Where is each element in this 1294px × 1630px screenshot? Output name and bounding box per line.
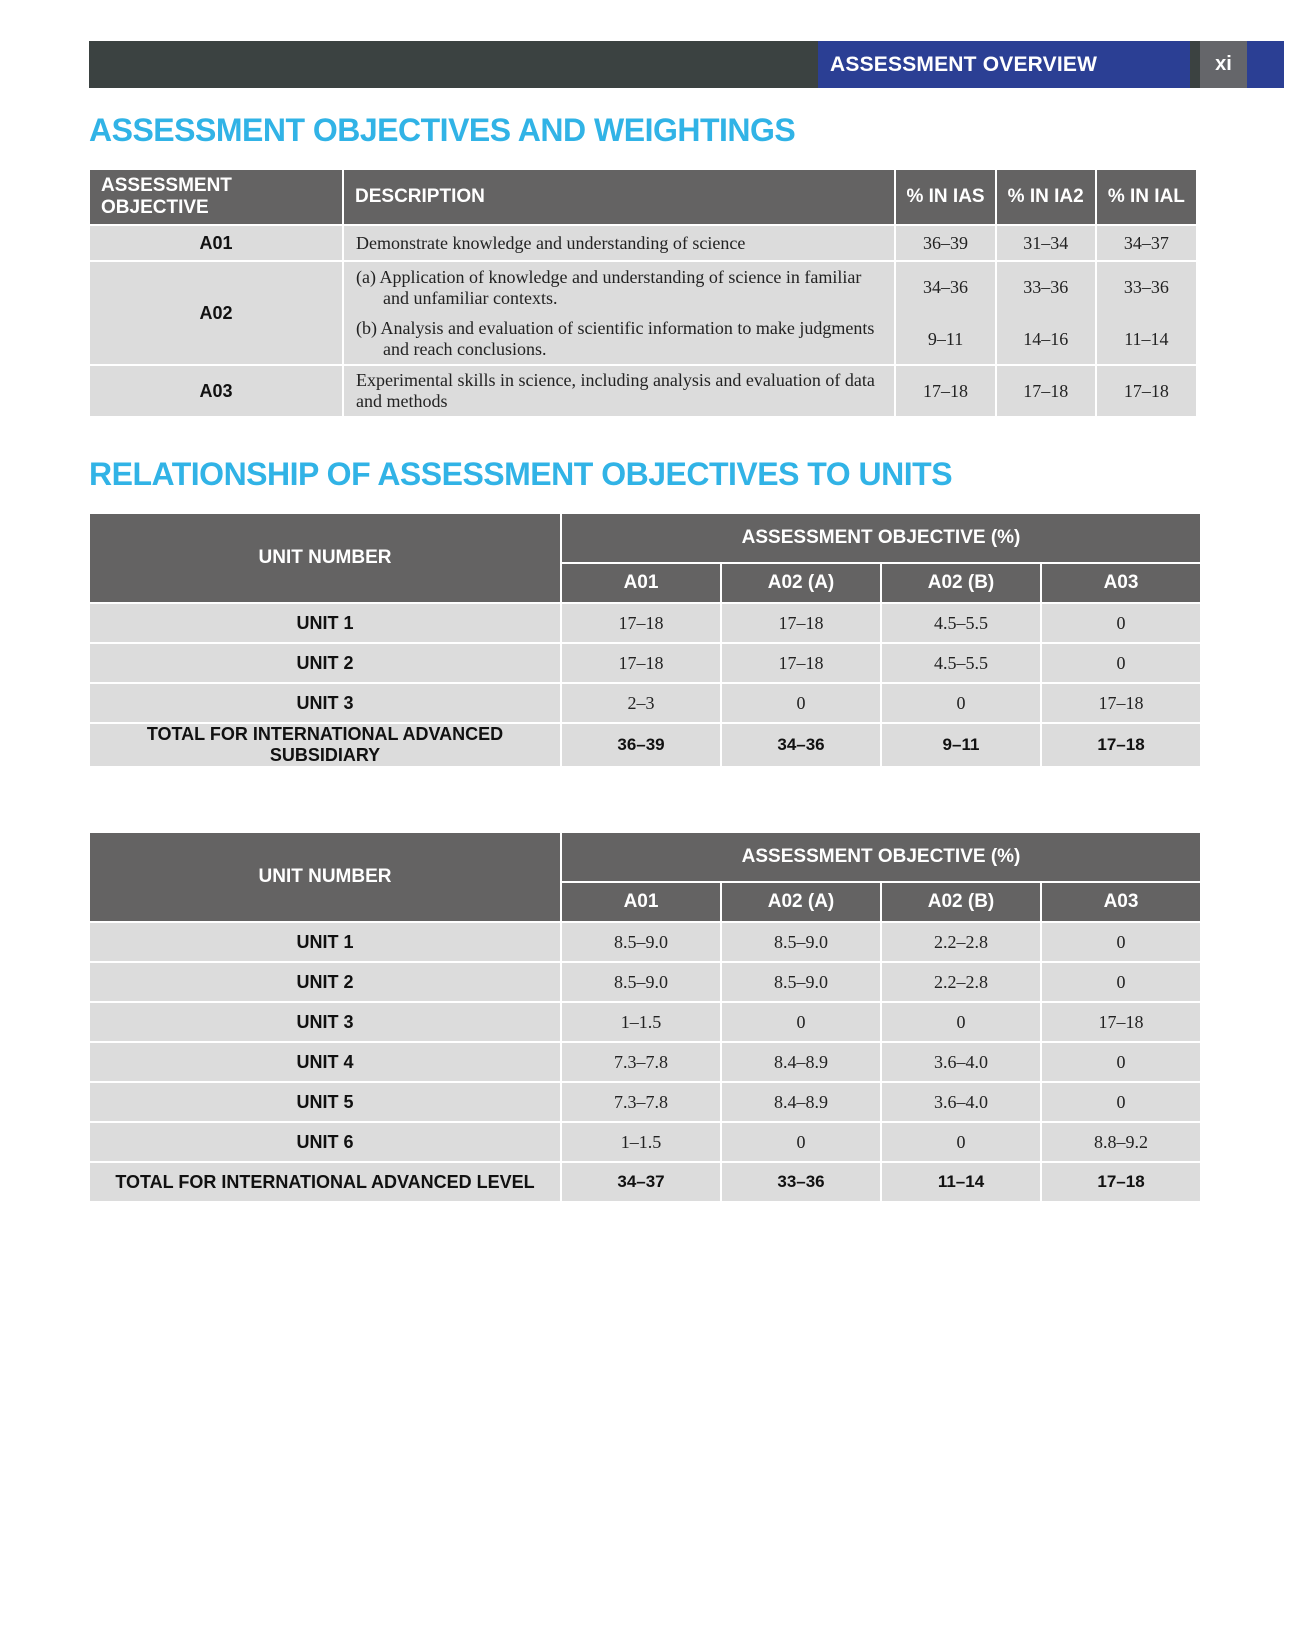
description-part-b: (b) Analysis and evaluation of scientific information to make judgments and reach conclusions.	[356, 317, 875, 359]
total-row	[89, 723, 1201, 767]
value-ia2	[996, 261, 1096, 365]
objective-description: Demonstrate knowledge and understanding of science	[343, 225, 895, 261]
col-header-ias: % IN IAS	[895, 169, 995, 225]
table-row	[89, 1082, 1201, 1122]
value-cell: 0	[1041, 1082, 1201, 1122]
table-row	[89, 643, 1201, 683]
value-b: 11–14	[1124, 328, 1169, 349]
value-cell: 4.5–5.5	[881, 643, 1041, 683]
total-value: 11–14	[881, 1162, 1041, 1202]
unit-number-header: UNIT NUMBER	[89, 832, 561, 922]
value-cell: 0	[721, 683, 881, 723]
value-cell: 3.6–4.0	[881, 1042, 1041, 1082]
value-ia2: 17–18	[996, 365, 1096, 417]
value-cell: 8.5–9.0	[561, 922, 721, 962]
objective-label: A01	[89, 225, 343, 261]
value-cell: 8.8–9.2	[1041, 1122, 1201, 1162]
value-cell: 0	[721, 1002, 881, 1042]
value-cell: 0	[881, 683, 1041, 723]
value-ias: 36–39	[895, 225, 995, 261]
value-cell: 2–3	[561, 683, 721, 723]
section-label: ASSESSMENT OVERVIEW	[818, 41, 1190, 88]
section-title-weightings: ASSESSMENT OBJECTIVES AND WEIGHTINGS	[89, 112, 796, 148]
table-row	[89, 1002, 1201, 1042]
objective-label: A03	[89, 365, 343, 417]
value-cell: 1–1.5	[561, 1002, 721, 1042]
value-cell: 0	[881, 1002, 1041, 1042]
col-header-objective: ASSESSMENT OBJECTIVE	[89, 169, 343, 225]
value-cell: 17–18	[1041, 683, 1201, 723]
table-row	[89, 365, 1197, 417]
table-row	[89, 962, 1201, 1002]
table-header-row	[89, 832, 1201, 882]
table-header-row	[89, 513, 1201, 563]
total-value: 34–37	[561, 1162, 721, 1202]
value-cell: 0	[881, 1122, 1041, 1162]
value-cell: 0	[1041, 643, 1201, 683]
objective-label: A02	[89, 261, 343, 365]
value-ia2: 31–34	[996, 225, 1096, 261]
value-cell: 0	[1041, 962, 1201, 1002]
col-header-a02b: A02 (B)	[881, 563, 1041, 603]
col-header-a01: A01	[561, 563, 721, 603]
table-row	[89, 1042, 1201, 1082]
total-value: 9–11	[881, 723, 1041, 767]
table-header-row	[89, 169, 1197, 225]
value-ial: 34–37	[1096, 225, 1197, 261]
value-cell: 8.5–9.0	[721, 922, 881, 962]
unit-label: UNIT 3	[89, 683, 561, 723]
col-header-ial: % IN IAL	[1096, 169, 1197, 225]
ias-units-table	[88, 512, 1202, 768]
header-accent	[1247, 41, 1284, 88]
unit-label: UNIT 5	[89, 1082, 561, 1122]
value-cell: 8.4–8.9	[721, 1042, 881, 1082]
value-b: 14–16	[1023, 328, 1069, 349]
value-cell: 7.3–7.8	[561, 1082, 721, 1122]
table-row	[89, 261, 1197, 365]
value-cell: 3.6–4.0	[881, 1082, 1041, 1122]
total-value: 17–18	[1041, 1162, 1201, 1202]
objective-description: Experimental skills in science, including analysis and evaluation of data and methods	[343, 365, 895, 417]
ial-units-table	[88, 831, 1202, 1203]
value-ial	[1096, 261, 1197, 365]
table-row	[89, 1122, 1201, 1162]
value-cell: 2.2–2.8	[881, 962, 1041, 1002]
assessment-objective-header: ASSESSMENT OBJECTIVE (%)	[561, 513, 1201, 563]
weightings-table	[88, 168, 1198, 418]
col-header-a02a: A02 (A)	[721, 563, 881, 603]
objective-description	[343, 261, 895, 365]
col-header-description: DESCRIPTION	[343, 169, 895, 225]
value-cell: 2.2–2.8	[881, 922, 1041, 962]
unit-label: UNIT 1	[89, 603, 561, 643]
value-b: 9–11	[927, 328, 964, 349]
total-row	[89, 1162, 1201, 1202]
value-a: 33–36	[1123, 276, 1169, 297]
value-cell: 0	[721, 1122, 881, 1162]
value-cell: 0	[1041, 603, 1201, 643]
value-cell: 4.5–5.5	[881, 603, 1041, 643]
value-a: 33–36	[1023, 276, 1069, 297]
value-cell: 0	[1041, 922, 1201, 962]
assessment-objective-header: ASSESSMENT OBJECTIVE (%)	[561, 832, 1201, 882]
unit-label: UNIT 6	[89, 1122, 561, 1162]
unit-label: UNIT 4	[89, 1042, 561, 1082]
value-ias	[895, 261, 995, 365]
table-row	[89, 922, 1201, 962]
section-title-relationship: RELATIONSHIP OF ASSESSMENT OBJECTIVES TO UNITS	[89, 456, 953, 492]
value-cell: 0	[1041, 1042, 1201, 1082]
value-cell: 17–18	[1041, 1002, 1201, 1042]
unit-label: UNIT 2	[89, 962, 561, 1002]
col-header-a02a: A02 (A)	[721, 882, 881, 922]
col-header-a02b: A02 (B)	[881, 882, 1041, 922]
unit-label: UNIT 1	[89, 922, 561, 962]
page-number: xi	[1200, 41, 1247, 88]
table-row	[89, 683, 1201, 723]
unit-number-header: UNIT NUMBER	[89, 513, 561, 603]
total-value: 34–36	[721, 723, 881, 767]
description-part-a: (a) Application of knowledge and understanding of science in familiar and unfamiliar contexts.	[356, 266, 862, 308]
value-cell: 1–1.5	[561, 1122, 721, 1162]
col-header-a03: A03	[1041, 882, 1201, 922]
total-label: TOTAL FOR INTERNATIONAL ADVANCED LEVEL	[89, 1162, 561, 1202]
table-row	[89, 603, 1201, 643]
col-header-ia2: % IN IA2	[996, 169, 1096, 225]
value-cell: 8.5–9.0	[561, 962, 721, 1002]
header-bar	[89, 41, 1284, 88]
col-header-a01: A01	[561, 882, 721, 922]
value-a: 34–36	[923, 276, 969, 297]
col-header-a03: A03	[1041, 563, 1201, 603]
total-label: TOTAL FOR INTERNATIONAL ADVANCED SUBSIDIARY	[89, 723, 561, 767]
unit-label: UNIT 3	[89, 1002, 561, 1042]
value-cell: 17–18	[561, 643, 721, 683]
total-value: 33–36	[721, 1162, 881, 1202]
value-ial: 17–18	[1096, 365, 1197, 417]
value-cell: 17–18	[721, 603, 881, 643]
unit-label: UNIT 2	[89, 643, 561, 683]
value-ias: 17–18	[895, 365, 995, 417]
value-cell: 7.3–7.8	[561, 1042, 721, 1082]
value-cell: 17–18	[561, 603, 721, 643]
value-cell: 8.5–9.0	[721, 962, 881, 1002]
total-value: 17–18	[1041, 723, 1201, 767]
value-cell: 8.4–8.9	[721, 1082, 881, 1122]
table-row	[89, 225, 1197, 261]
total-value: 36–39	[561, 723, 721, 767]
value-cell: 17–18	[721, 643, 881, 683]
